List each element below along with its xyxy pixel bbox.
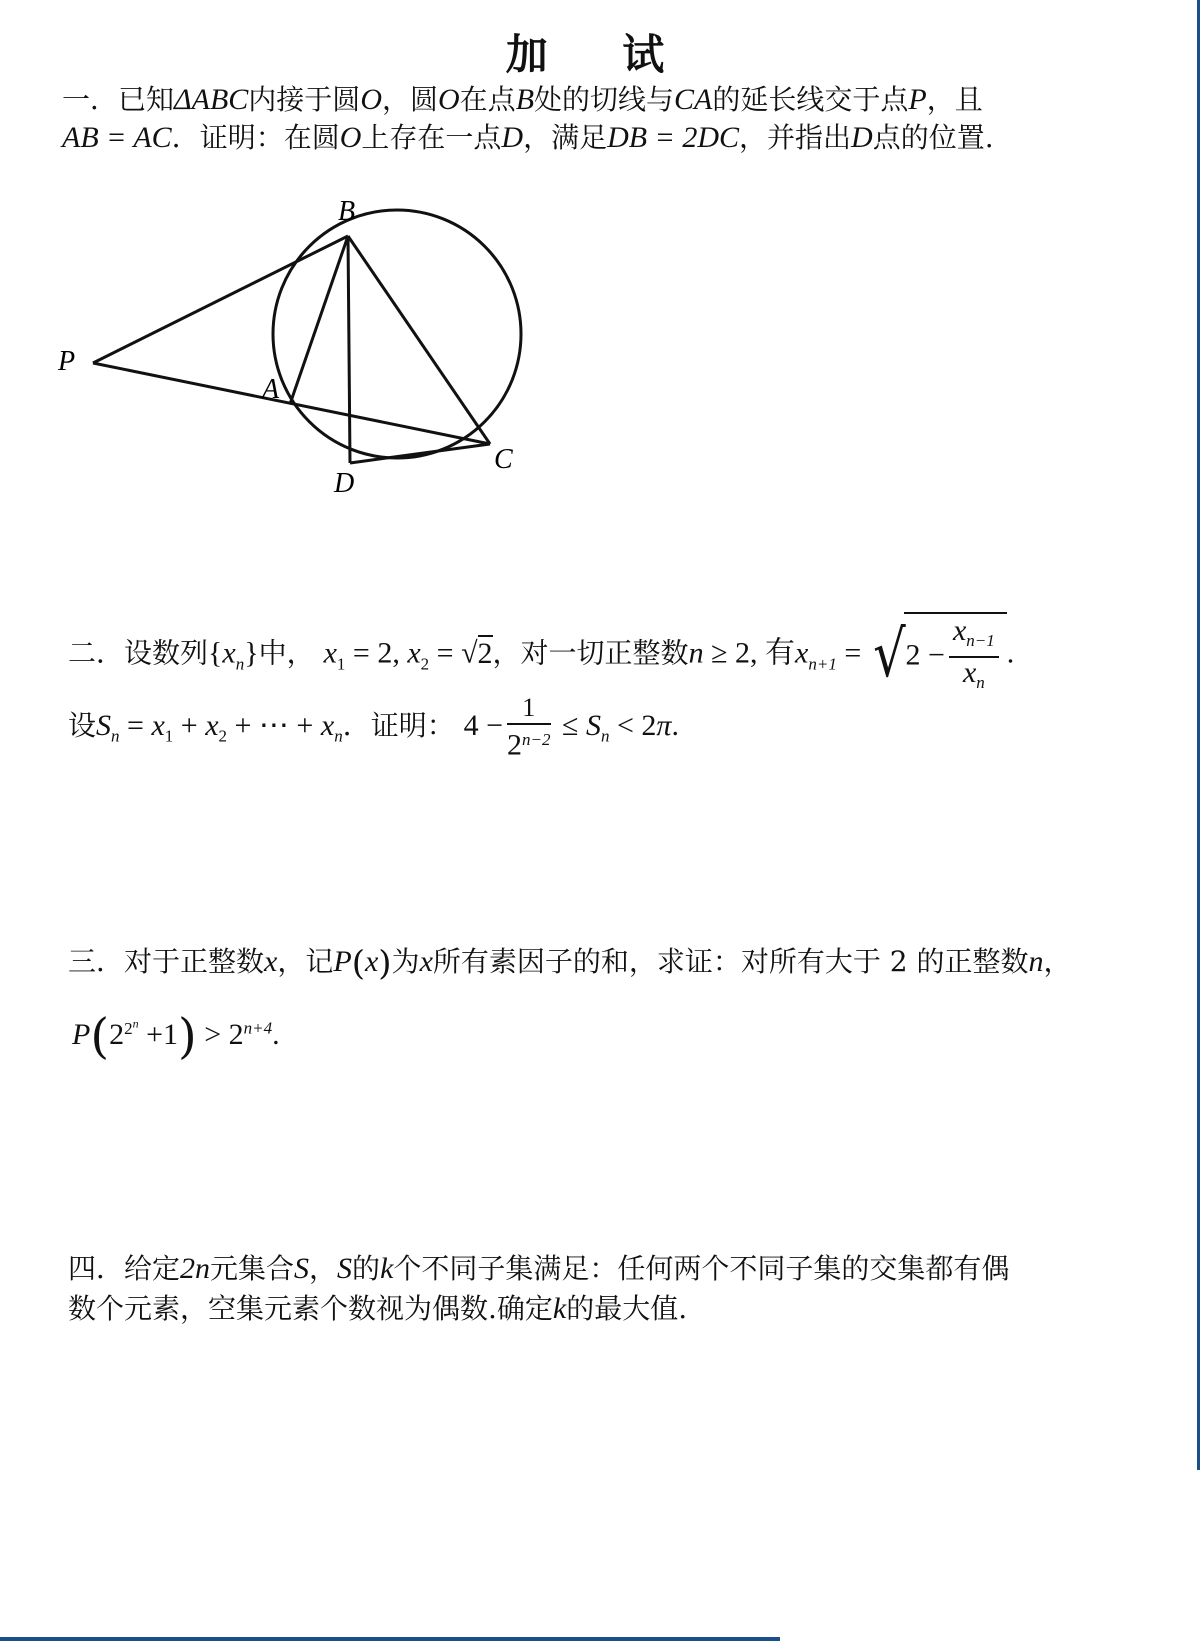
problem-1-line-1: 一．已知ΔABC内接于圆O，圆O在点B处的切线与CA的延长线交于点P，且 <box>62 83 983 116</box>
circle-o <box>273 210 521 458</box>
label-d: D <box>334 468 355 499</box>
problem-3-line-1: 三．对于正整数x，记P(x)为x所有素因子的和，求证：对所有大于 2 的正整数n， <box>68 943 1072 984</box>
problem-2-line-1: 二．设数列$\{x_n\}$中， $x_1 = 2$, $x_2 = √2$，对一切正整数n ≥ 2, 有$x_{n+1} = √2$ − $\frac{x_{n-1}}{x_n}$ . <box>68 612 1014 698</box>
segment-bc <box>348 236 490 444</box>
geometry-figure <box>40 180 560 500</box>
problem-2-line-2: 设$S_n = x_1 + x_2$ + ⋯ + $x_n$．证明： 4 − $\frac{1}{2^{n-2}}$ ≤ $S_n < 2\pi$. <box>68 693 679 762</box>
problem-4-line-2: 数个元素，空集元素个数视为偶数.确定k的最大值. <box>68 1292 688 1325</box>
page-border-bottom <box>0 1637 780 1641</box>
problem-1-line-2: AB = AC．证明：在圆O上存在一点D，满足DB = 2DC，并指出D点的位置. <box>62 121 994 154</box>
label-c: C <box>494 444 513 475</box>
label-b: B <box>338 196 356 227</box>
label-p: P <box>58 346 76 377</box>
page-title: 加 试 <box>505 30 695 79</box>
problem-4-line-1: 四．给定2n元集合S，S的k个不同子集满足：任何两个不同子集的交集都有偶 <box>68 1252 1010 1285</box>
label-a: A <box>262 374 280 405</box>
segment-dc <box>350 444 490 463</box>
segment-bd <box>348 236 350 463</box>
problem-3-line-2: $P(2^{2^n} +1) > 2^{n+4}$. <box>72 1008 280 1065</box>
sqrt-expression: √2 − $\frac{x_{n-1}}{x_n}$ <box>869 612 1007 698</box>
